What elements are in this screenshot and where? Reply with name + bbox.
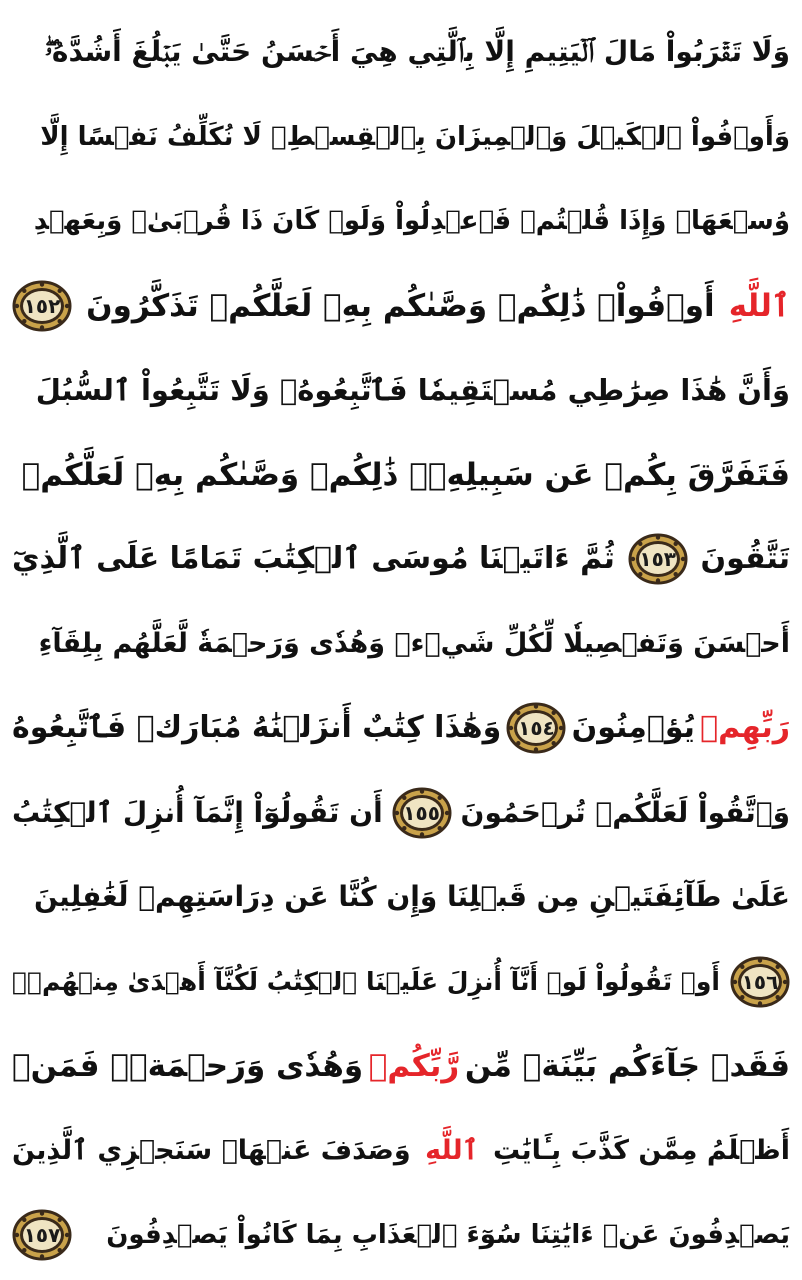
ayah-number: ١٥٣ xyxy=(639,547,676,572)
ayah-number: ١٥٧ xyxy=(23,1223,61,1248)
text-line xyxy=(12,686,790,771)
ayah-number-marker xyxy=(12,1209,72,1261)
verse-text: أَوۡ تَقُولُواْ لَوۡ أَنَّآ أُنزِلَ عَلَيۡنَا ٱلۡكِتَٰبُ لَكُنَّآ أَهۡدَىٰ مِنۡهُمۡۚ xyxy=(12,966,720,996)
verse-text: عَلَىٰ طَآئِفَتَيۡنِ مِن قَبۡلِنَا وَإِن كُنَّا عَن دِرَاسَتِهِمۡ لَغَٰفِلِينَ xyxy=(33,880,790,914)
ayah-number-marker xyxy=(392,787,452,839)
verse-text: فَقَدۡ جَآءَكُم بَيِّنَةٞ مِّن xyxy=(464,1048,790,1085)
verse-text: وَهُدٗى وَرَحۡمَةٞۚ فَمَنۡ xyxy=(12,1048,364,1085)
verse-text: أَوۡفُواْۚ ذَٰلِكُمۡ وَصَّىٰكُم بِهِۦ لَعَلَّكُمۡ تَذَكَّرُونَ xyxy=(86,287,715,324)
verse-text: وَٱتَّقُواْ لَعَلَّكُمۡ تُرۡحَمُونَ xyxy=(460,795,790,829)
text-line xyxy=(12,855,790,940)
ayah-number-marker xyxy=(506,702,566,754)
verse-text: ثُمَّ ءَاتَيۡنَا مُوسَى ٱلۡكِتَٰبَ تَمَامًا عَلَى ٱلَّذِيٓ xyxy=(12,541,615,577)
text-line xyxy=(12,95,790,180)
verse-text: يَصۡدِفُونَ عَنۡ ءَايَٰتِنَا سُوٓءَ ٱلۡعَذَابِ بِمَا كَانُواْ يَصۡدِفُونَ xyxy=(106,1220,790,1251)
verse-text: يُؤۡمِنُونَ xyxy=(571,710,695,746)
text-line xyxy=(12,348,790,433)
text-line xyxy=(12,10,790,95)
ayah-number: ١٥٥ xyxy=(403,800,440,825)
ayah-number: ١٥٤ xyxy=(518,716,555,741)
verse-text: وَأَنَّ هَٰذَا صِرَٰطِي مُسۡتَقِيمٗا فَٱتَّبِعُوهُۖ وَلَا تَتَّبِعُواْ ٱلسُّبُلَ xyxy=(35,373,790,408)
ayah-number: ١٥٢ xyxy=(23,293,61,318)
ayah-number-marker xyxy=(628,533,688,585)
ayah-number: ١٥٦ xyxy=(741,969,779,994)
ayah-number-marker xyxy=(12,280,72,332)
verse-text: تَتَّقُونَ xyxy=(700,541,790,577)
divine-name-text: ٱللَّهِ xyxy=(728,287,790,324)
divine-name-text: ٱللَّهِ xyxy=(425,1134,479,1166)
text-line xyxy=(12,1109,790,1194)
divine-name-text: رَّبِّكُمۡ xyxy=(368,1048,460,1085)
text-line xyxy=(12,433,790,518)
text-line xyxy=(12,940,790,1025)
verse-text: وَأَوۡفُواْ ٱلۡكَيۡلَ وَٱلۡمِيزَانَ بِٱلۡقِسۡطِۖ لَا نُكَلِّفُ نَفۡسًا إِلَّا xyxy=(40,121,790,152)
text-line xyxy=(12,602,790,687)
verse-text: فَتَفَرَّقَ بِكُمۡ عَن سَبِيلِهِۦۚ ذَٰلِكُمۡ وَصَّىٰكُم بِهِۦ لَعَلَّكُمۡ xyxy=(21,456,790,493)
verse-text: أَن تَقُولُوٓاْ إِنَّمَآ أُنزِلَ ٱلۡكِتَٰبُ xyxy=(12,795,383,829)
verse-text: أَظۡلَمُ مِمَّن كَذَّبَ بِـَٔايَٰتِ xyxy=(492,1134,790,1166)
verse-text: وُسۡعَهَاۖ وَإِذَا قُلۡتُمۡ فَٱعۡدِلُواْ وَلَوۡ كَانَ ذَا قُرۡبَىٰۖ وَبِعَهۡدِ xyxy=(33,206,790,237)
verse-text: وَلَا تَقۡرَبُواْ مَالَ ٱلۡيَتِيمِ إِلَّا بِٱلَّتِي هِيَ أَحۡسَنُ حَتَّىٰ يَبۡلُغَ أَشُدَّهُۥۖ xyxy=(44,35,790,69)
text-line xyxy=(12,771,790,856)
text-line xyxy=(12,1193,790,1278)
ayah-number-marker xyxy=(730,956,790,1008)
verse-text: وَصَدَفَ عَنۡهَاۗ سَنَجۡزِي ٱلَّذِينَ xyxy=(12,1134,411,1166)
text-line xyxy=(12,517,790,602)
text-line xyxy=(12,179,790,264)
verse-text: وَهَٰذَا كِتَٰبٌ أَنزَلۡنَٰهُ مُبَارَكٞ فَٱتَّبِعُوهُ xyxy=(12,710,502,746)
divine-name-text: رَبِّهِمۡ xyxy=(700,710,790,746)
text-line xyxy=(12,1024,790,1109)
text-line xyxy=(12,264,790,349)
verse-text: أَحۡسَنَ وَتَفۡصِيلٗا لِّكُلِّ شَيۡءٖ وَهُدٗى وَرَحۡمَةٗ لَّعَلَّهُم بِلِقَآءِ xyxy=(38,627,790,659)
